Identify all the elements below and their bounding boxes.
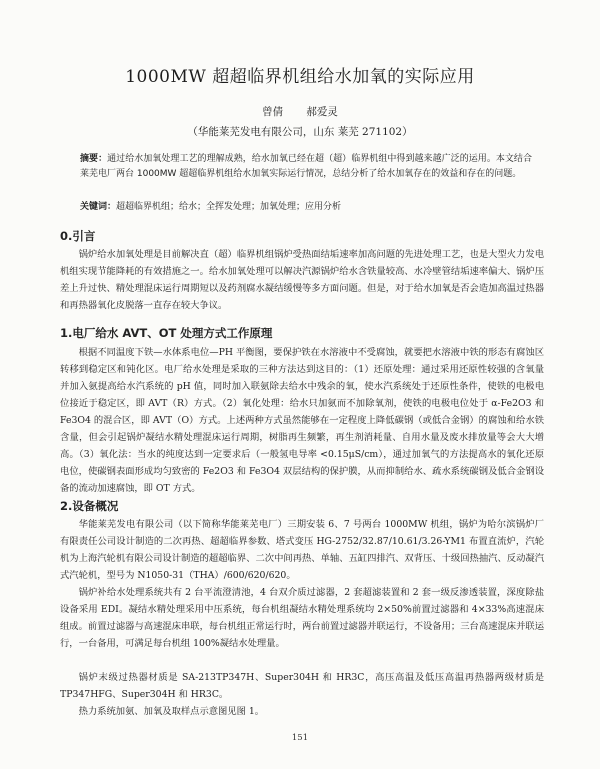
abstract-text: 通过给水加氧处理工艺的理解成熟，给水加氧已经在超（超）临界机组中得到越来越广泛的运用。本文结合莱芜电厂两台 1000MW 超超临界机组给水加氧实际运行情况，总结分析了给水加氧存在的效益和存在的问题。 — [80, 154, 532, 179]
equipment-paragraph-1: 华能莱芜发电有限公司（以下简称华能莱芜电厂）三期安装 6、7 号两台 1000MW 机组，锅炉为哈尔滨锅炉厂有限责任公司设计制造的二次再热、超超临界参数、塔式变压 HG-2752/32.87/10.61/3.26-YM1 布置直流炉，汽轮机为上海汽轮机有限公司设计制造的超超临界、二次中间再热、单轴、五缸四排汽、双背压、十级回热抽汽、反动凝汽式汽轮机，型号为 N1050-31（THA）/600/620/620。 — [60, 519, 544, 581]
equipment-paragraph-2: 锅炉补给水处理系统共有 2 台平流澄清池，4 台双介质过滤器，2 套超滤装置和 2 套一级反渗透装置，深度除盐设备采用 EDI。凝结水精处理采用中压系统，每台机组凝结水精处理系统均 2×50%前置过滤器和 4×33%高速混床组成。前置过滤器与高速混床串联，每台机组正常运行时，两台前置过滤器并联运行，不设备用；三台高速混床并联运行，一台备用，可满足每台机组 100%凝结水处理量。 — [60, 587, 544, 649]
keywords — [80, 200, 532, 214]
section-heading-principle: 1.电厂给水 AVT、OT 处理方式工作原理 — [60, 326, 273, 340]
author-2: 郝爱灵 — [306, 106, 338, 118]
equipment-paragraph-4: 热力系统加氨、加氧及取样点示意图见图 1。 — [78, 706, 265, 717]
paper-title: 1000MW 超超临界机组给水加氧的实际应用 — [125, 67, 475, 87]
abstract — [80, 152, 532, 182]
keywords-label: 关键词： — [80, 202, 117, 212]
equipment-paragraph-3: 锅炉末级过热器材质是 SA-213TP347H、Super304H 和 HR3C，高压高温及低压高温再热器两级材质是 TP347HFG、Super304H 和 HR3C。 — [60, 672, 544, 700]
authors-line — [0, 104, 600, 119]
page-number: 151 — [291, 733, 309, 743]
keywords-text: 超超临界机组；给水；全挥发处理；加氧处理；应用分析 — [116, 202, 342, 212]
abstract-label: 摘要： — [80, 154, 108, 164]
section-heading-intro: 0.引言 — [60, 229, 96, 243]
section-body-principle: 根据不同温度下铁—水体系电位—PH 平衡图，要保护铁在水溶液中不受腐蚀，就要把水溶液中铁的形态有腐蚀区转移到稳定区和钝化区。电厂给水处理是采取的三种方法达到这目的：（1）还原处理：通过采用还原性较强的含氧量并加入氨提高给水汽系统的 pH 值，同时加入联氨除去给水中残余的氧，使水汽系统处于还原性条件，使铁的电极电位接近于稳定区，即 AVT（R）方式。（2）氧化处理：给水只加氨而不加除氧剂，使铁的电极电位处于 α-Fe2O3 和 Fe3O4 的混合区，即 AVT（O）方式。上述两种方式虽然能够在一定程度上降低碳钢（或低合金钢）的腐蚀和给水铁含量，但会引起锅炉凝结水精处理混床运行周期，树脂再生频繁，再生剂消耗量、自用水量及废水排放量等会大大增高。（3）氧化法：当水的纯度达到一定要求后（一般氢电导率 <0.15μS/cm），通过加氧气的方法提高水的氧化还原电位，使碳钢表面形成均匀致密的 Fe2O3 和 Fe3O4 双层结构的保护膜，从而抑制给水、疏水系统碳钢及低合金钢设备的流动加速腐蚀，即 OT 方式。 — [60, 347, 544, 494]
section-body-intro: 锅炉给水加氧处理是目前解决直（超）临界机组锅炉受热面结垢速率加高问题的先进处理工艺，也是大型火力发电机组实现节能降耗的有效措施之一。给水加氧处理可以解决汽源锅炉给水含铁量较高、水冷壁管结垢速率偏大、锅炉压差上升过快、精处理混床运行周期短以及药剂腐水凝结缓慢等多方面问题。但是，对于给水加氧是否会造加高温过热器和再热器氧化皮脱落一直存在较大争议。 — [60, 249, 544, 311]
affiliation: （华能莱芜发电有限公司，山东 莱芜 271102） — [187, 126, 413, 138]
section-heading-equipment: 2.设备概况 — [60, 499, 119, 513]
author-1: 曾倩 — [262, 106, 284, 118]
